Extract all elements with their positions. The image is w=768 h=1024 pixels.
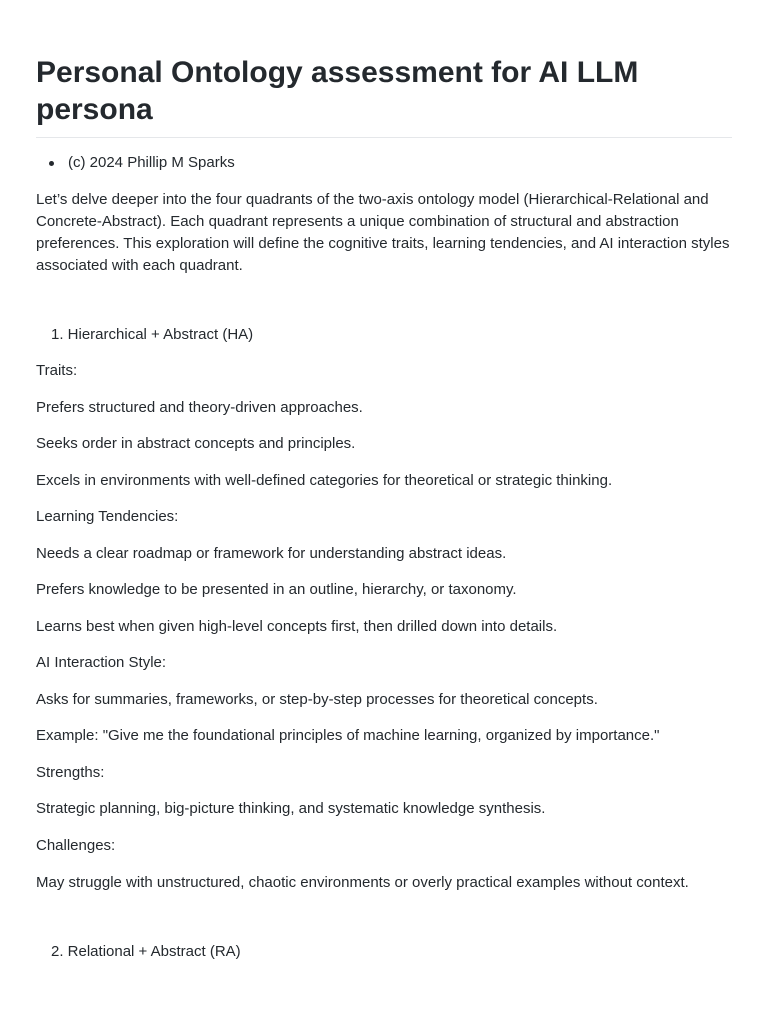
- trait-item: Excels in environments with well-defined categories for theoretical or strategic thinking.: [36, 472, 613, 489]
- title-divider: [36, 137, 732, 138]
- intro-paragraph: Let’s delve deeper into the four quadrants of the two-axis ontology model (Hierarchical-Relational and Concrete-Abstract). Each quadrant represents a unique combination of structural and abstraction preferences. This exploration will define the cognitive traits, learning tendencies, and AI interaction styles associated with each quadrant.: [36, 191, 730, 274]
- interaction-item: Asks for summaries, frameworks, or step-by-step processes for theoretical concepts.: [36, 691, 598, 708]
- trait-item: Prefers structured and theory-driven approaches.: [36, 399, 363, 416]
- section-heading-ha: 1. Hierarchical + Abstract (HA): [51, 326, 254, 343]
- learning-item: Prefers knowledge to be presented in an outline, hierarchy, or taxonomy.: [36, 581, 517, 598]
- copyright-line: (c) 2024 Phillip M Sparks: [36, 153, 235, 173]
- traits-label: Traits:: [36, 362, 78, 379]
- trait-item: Seeks order in abstract concepts and principles.: [36, 435, 356, 452]
- page-title: Personal Ontology assessment for AI LLM persona: [36, 56, 639, 126]
- challenges-label: Challenges:: [36, 837, 116, 854]
- challenges-text: May struggle with unstructured, chaotic environments or overly practical examples without context.: [36, 874, 689, 891]
- learning-item: Learns best when given high-level concepts first, then drilled down into details.: [36, 618, 558, 635]
- strengths-text: Strategic planning, big-picture thinking, and systematic knowledge synthesis.: [36, 800, 546, 817]
- strengths-label: Strengths:: [36, 764, 105, 781]
- interaction-label: AI Interaction Style:: [36, 654, 167, 671]
- section-heading-ra: 2. Relational + Abstract (RA): [51, 943, 241, 960]
- interaction-example: Example: "Give me the foundational principles of machine learning, organized by importance.": [36, 727, 660, 744]
- learning-label: Learning Tendencies:: [36, 508, 179, 525]
- copyright-list: [36, 153, 235, 173]
- learning-item: Needs a clear roadmap or framework for understanding abstract ideas.: [36, 545, 507, 562]
